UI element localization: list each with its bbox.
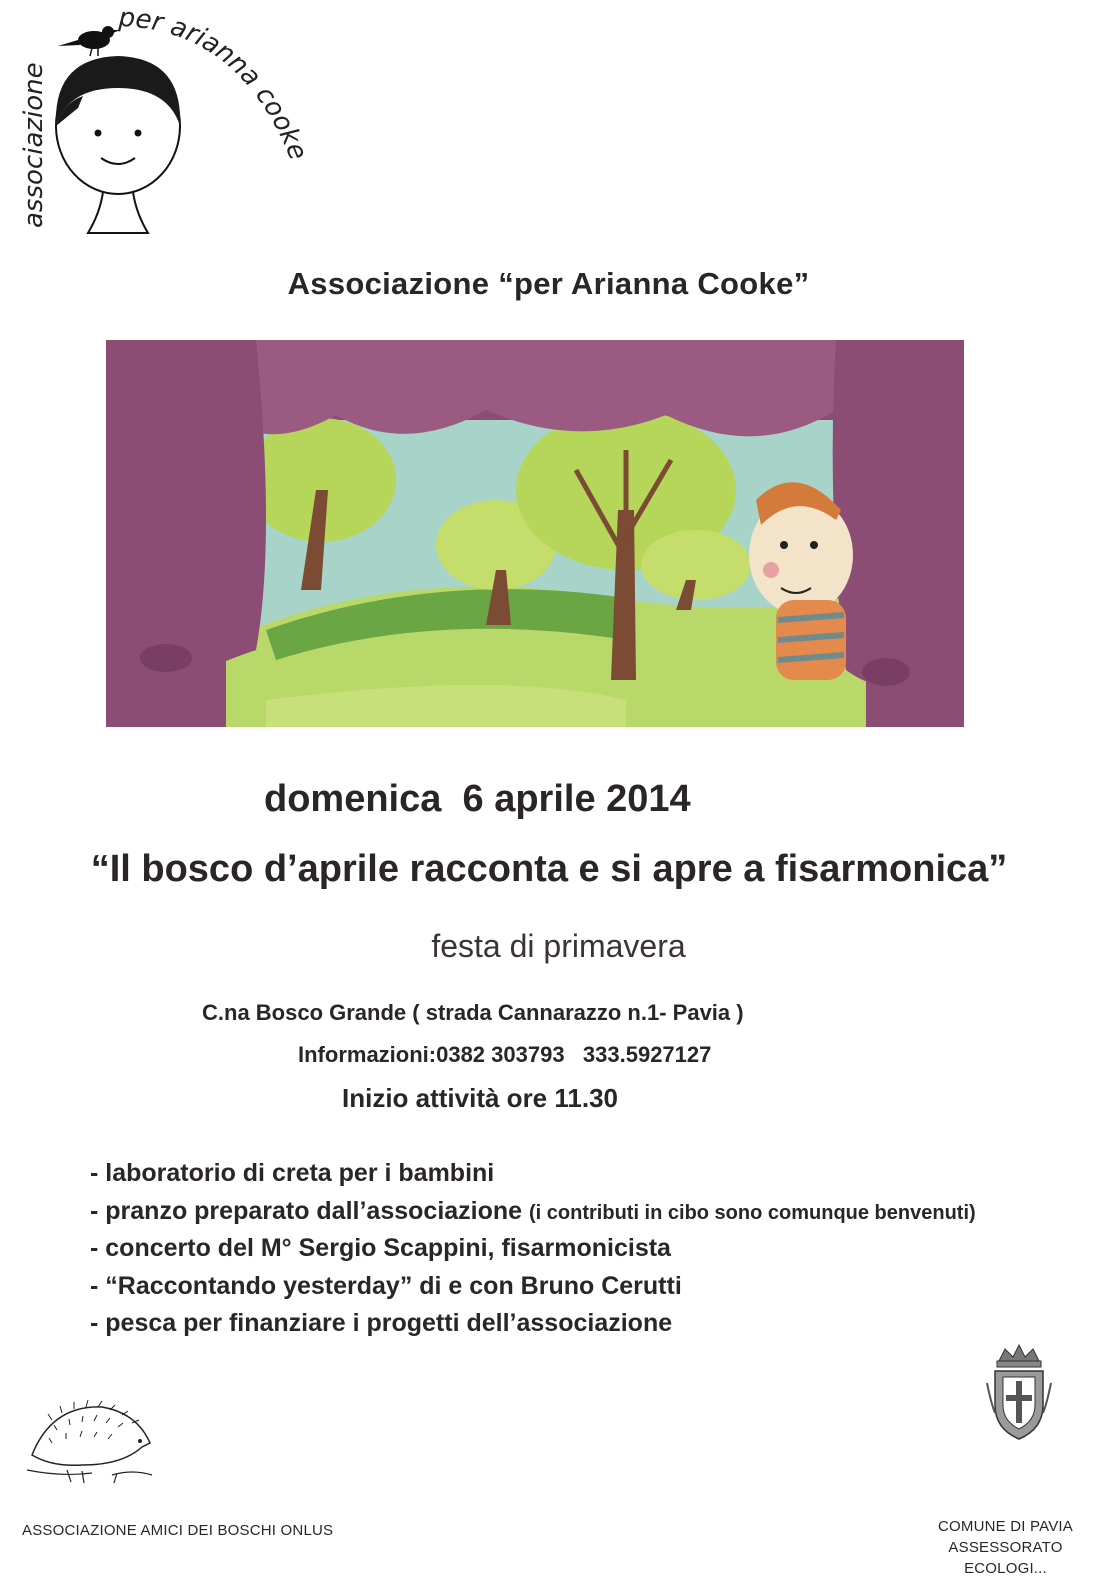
list-item: - laboratorio di creta per i bambini	[90, 1159, 495, 1187]
activities-list	[90, 1156, 976, 1344]
event-date: domenica 6 aprile 2014	[264, 778, 691, 820]
list-item: - pranzo preparato dall’associazione (i contributi in cibo sono comunque benvenuti)	[90, 1196, 976, 1225]
logo-text-right: per arianna cook	[117, 8, 307, 150]
pavia-crest-icon	[985, 1343, 1053, 1443]
bird-icon	[58, 26, 120, 56]
theater-forest-illustration	[106, 340, 964, 727]
list-item: - pesca per finanziare i progetti dell’associazione	[90, 1309, 673, 1337]
hedgehog-icon	[22, 1395, 157, 1490]
footer-org-right	[908, 1516, 1097, 1579]
association-title: Associazione “per Arianna Cooke”	[287, 266, 810, 301]
start-time: Inizio attività ore 11.30	[342, 1083, 618, 1113]
event-subtitle: festa di primavera	[431, 928, 686, 964]
event-venue: C.na Bosco Grande ( strada Cannarazzo n.1- Pavia )	[202, 1000, 744, 1025]
list-item: - “Raccontando yesterday” di e con Bruno Cerutti	[90, 1271, 682, 1300]
contact-info: Informazioni:0382 303793 333.5927127	[298, 1042, 712, 1067]
list-item: - concerto del M° Sergio Scappini, fisarmonicista	[90, 1234, 671, 1262]
event-title: “Il bosco d’aprile racconta e si apre a fisarmonica”	[90, 848, 1008, 890]
assessorato-name: ASSESSORATO ECOLOGI...	[948, 1539, 1063, 1577]
association-logo	[8, 8, 308, 240]
girl-face-icon	[56, 56, 180, 233]
logo-text-left: associazione	[19, 62, 49, 228]
comune-name: COMUNE DI PAVIA	[938, 1518, 1073, 1535]
footer-org-left: ASSOCIAZIONE AMICI DEI BOSCHI ONLUS	[22, 1522, 334, 1539]
